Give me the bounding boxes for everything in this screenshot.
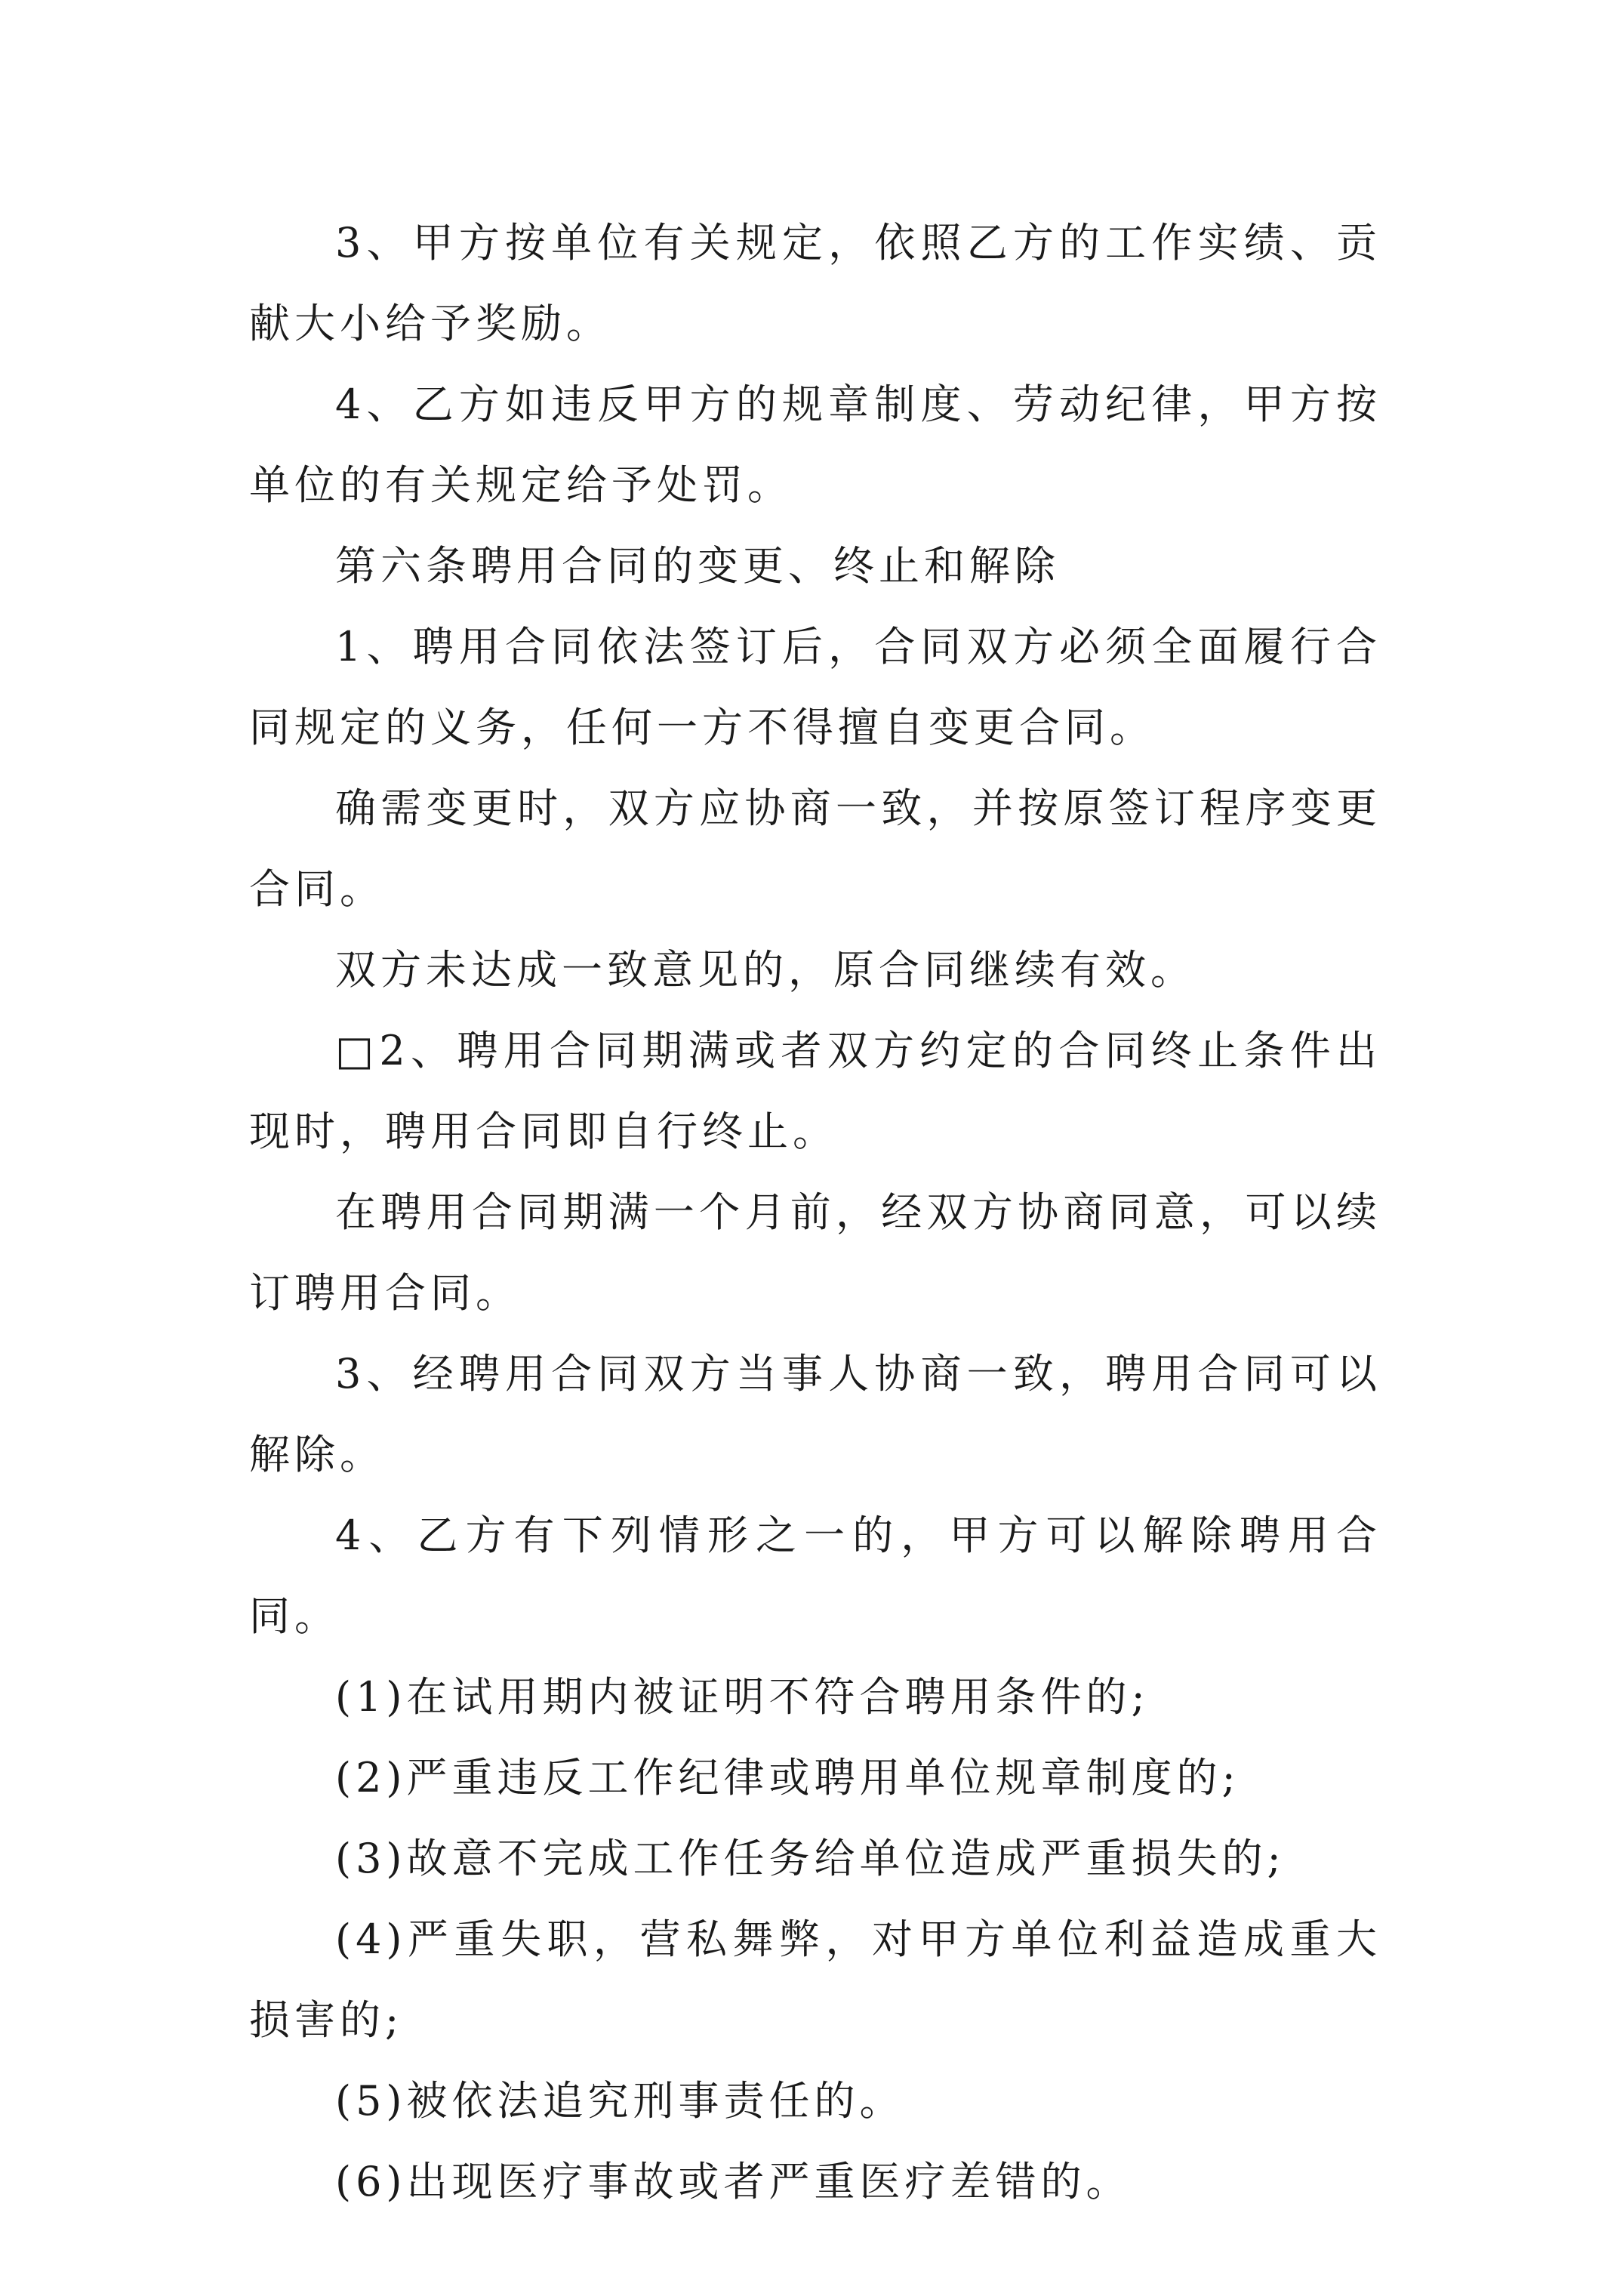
paragraph-penalty: 4、乙方如违反甲方的规章制度、劳动纪律，甲方按单位的有关规定给予处罚。 xyxy=(249,381,1381,509)
list-item-discipline: (2)严重违反工作纪律或聘用单位规章制度的; xyxy=(335,1754,1240,1801)
paragraph-rescission-cases: 4、乙方有下列情形之一的，甲方可以解除聘用合同。 xyxy=(249,1512,1381,1640)
paragraph-termination: □2、聘用合同期满或者双方约定的合同终止条件出现时，聘用合同即自行终止。 xyxy=(249,1027,1381,1155)
paragraph-change-procedure: 确需变更时，双方应协商一致，并按原签订程序变更合同。 xyxy=(249,784,1381,913)
list-item-criminal: (5)被依法追究刑事责任的。 xyxy=(335,2077,905,2125)
paragraph-mutual-rescission: 3、经聘用合同双方当事人协商一致，聘用合同可以解除。 xyxy=(249,1350,1381,1478)
paragraph-reward: 3、甲方按单位有关规定，依照乙方的工作实绩、贡献大小给予奖励。 xyxy=(249,219,1381,347)
paragraph-contract-obligation: 1、聘用合同依法签订后，合同双方必须全面履行合同规定的义务，任何一方不得擅自变更合同。 xyxy=(249,623,1381,751)
paragraph-renewal: 在聘用合同期满一个月前，经双方协商同意，可以续订聘用合同。 xyxy=(249,1188,1381,1317)
document-body xyxy=(249,202,1381,2222)
list-item-misconduct: (4)严重失职，营私舞弊，对甲方单位利益造成重大损害的; xyxy=(249,1915,1381,2044)
list-item-medical-accident: (6)出现医疗事故或者严重医疗差错的。 xyxy=(335,2158,1132,2205)
paragraph-no-agreement: 双方未达成一致意见的，原合同继续有效。 xyxy=(335,946,1196,994)
list-item-task-failure: (3)故意不完成工作任务给单位造成严重损失的; xyxy=(335,1835,1286,1882)
section-heading-article-6: 第六条聘用合同的变更、终止和解除 xyxy=(335,542,1060,590)
list-item-probation: (1)在试用期内被证明不符合聘用条件的; xyxy=(335,1673,1150,1721)
